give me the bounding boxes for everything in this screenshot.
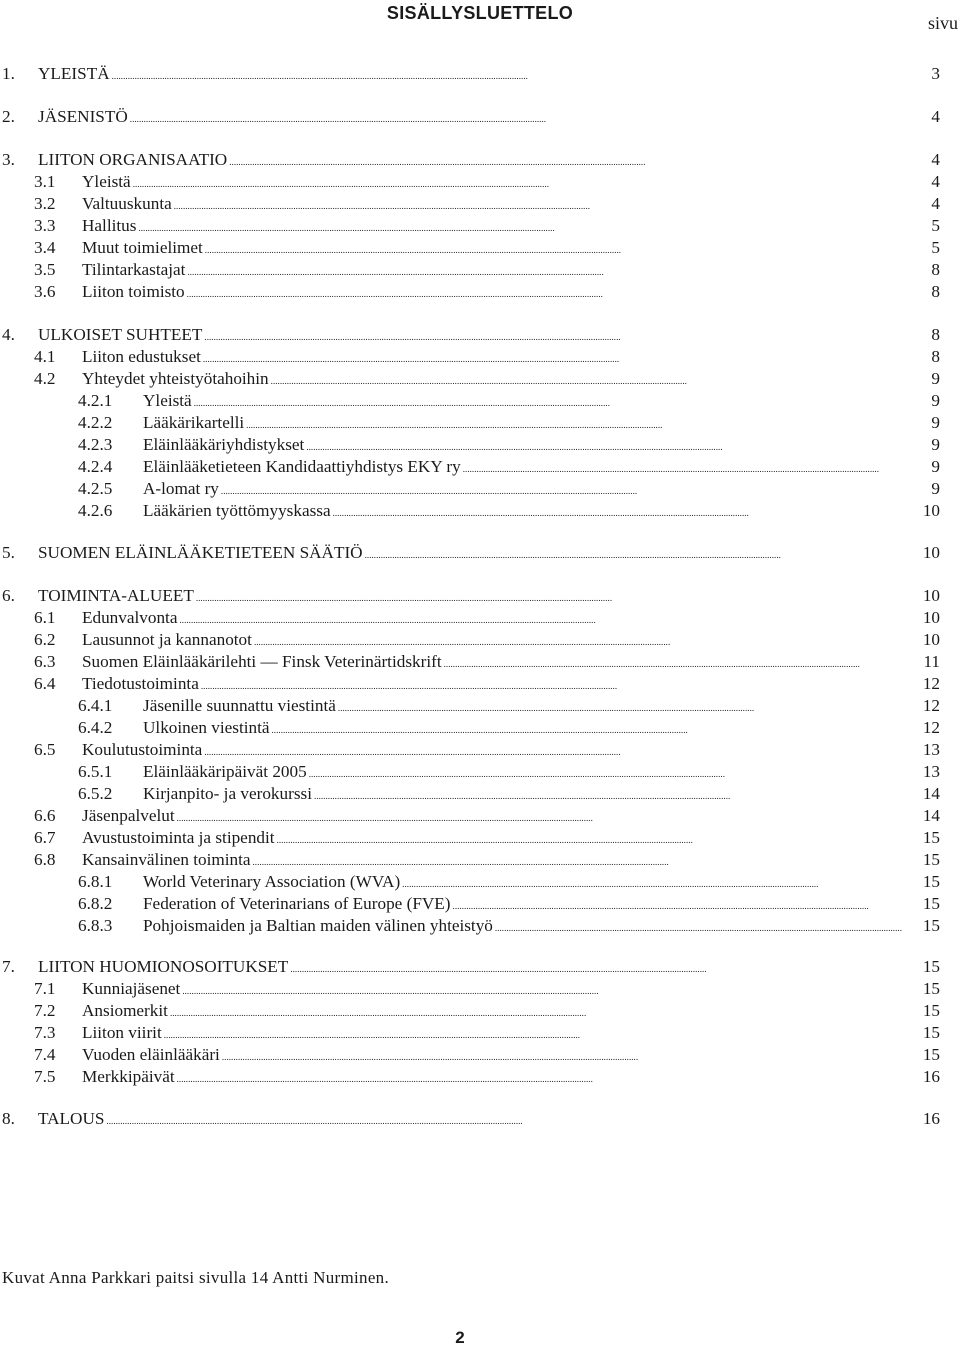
- toc-entry-page: 8: [931, 325, 940, 344]
- dot-leader: [204, 324, 902, 346]
- dot-leader: [306, 434, 902, 456]
- dot-leader: [112, 63, 902, 85]
- toc-entry: [78, 500, 940, 522]
- dot-leader: [402, 871, 902, 893]
- toc-entry-number: 3.1: [34, 172, 56, 191]
- dot-leader: [229, 149, 902, 171]
- dot-leader: [164, 1022, 902, 1044]
- toc-entry-page: 9: [931, 391, 940, 410]
- toc-entry-number: 6.2: [34, 630, 56, 649]
- toc-entry-page: 15: [922, 850, 940, 869]
- toc-entry: [34, 237, 940, 259]
- toc-entry: [34, 827, 940, 849]
- dot-leader: [201, 673, 902, 695]
- toc-entry-number: 6.5.2: [78, 784, 113, 803]
- toc-entry-number: 4.2.2: [78, 413, 113, 432]
- dot-leader: [290, 956, 902, 978]
- toc-entry: [34, 281, 940, 303]
- toc-entry: [78, 412, 940, 434]
- toc-entry: [34, 651, 940, 673]
- toc-entry-number: 7.: [2, 957, 15, 976]
- toc-entry-number: 6.4.2: [78, 718, 113, 737]
- toc-entry-page: 4: [931, 172, 940, 191]
- toc-entry-label: Yleistä: [82, 172, 131, 191]
- toc-entry: [34, 171, 940, 193]
- toc-entry-label: Eläinlääketieteen Kandidaattiyhdistys EKY ry: [143, 457, 461, 476]
- toc-entry: [34, 1000, 940, 1022]
- dot-leader: [272, 717, 903, 739]
- dot-leader: [453, 893, 902, 915]
- toc-entry: [34, 739, 940, 761]
- toc-entry-label: Ansiomerkit: [82, 1001, 168, 1020]
- dot-leader: [196, 585, 902, 607]
- dot-leader: [277, 827, 902, 849]
- toc-entry-page: 9: [931, 457, 940, 476]
- toc-entry: [2, 585, 940, 607]
- toc-entry: [34, 1066, 940, 1088]
- toc-entry-label: Avustustoiminta ja stipendit: [82, 828, 275, 847]
- toc-entry: [78, 695, 940, 717]
- toc-entry-number: 7.3: [34, 1023, 56, 1042]
- toc-entry-number: 6.5: [34, 740, 56, 759]
- toc-entry-page: 9: [931, 435, 940, 454]
- toc-entry-number: 4.2: [34, 369, 56, 388]
- toc-entry-label: Suomen Eläinlääkärilehti — Finsk Veterinärtidskrift: [82, 652, 442, 671]
- toc-entry-page: 13: [922, 762, 940, 781]
- page-title: SISÄLLYSLUETTELO: [386, 3, 574, 23]
- toc-entry-page: 10: [922, 586, 940, 605]
- toc-entry: [78, 456, 940, 478]
- toc-entry-number: 6.5.1: [78, 762, 113, 781]
- toc-entry-number: 3.2: [34, 194, 56, 213]
- toc-entry: [2, 324, 940, 346]
- toc-entry: [34, 978, 940, 1000]
- page-column-header: sivu: [927, 13, 958, 33]
- dot-leader: [254, 629, 902, 651]
- toc-entry-page: 15: [922, 957, 940, 976]
- toc-entry-label: Kunniajäsenet: [82, 979, 181, 998]
- toc-entry-number: 8.: [2, 1109, 15, 1128]
- toc-entry-number: 4.2.5: [78, 479, 113, 498]
- toc-entry: [34, 346, 940, 368]
- toc-entry-label: ULKOISET SUHTEET: [38, 325, 203, 344]
- toc-entry-page: 9: [931, 413, 940, 432]
- dot-leader: [138, 215, 902, 237]
- toc-entry-label: Federation of Veterinarians of Europe (FVE): [143, 894, 451, 913]
- photo-credits: Kuvat Anna Parkkari paitsi sivulla 14 Antti Nurminen.: [2, 1268, 390, 1287]
- dot-leader: [106, 1108, 902, 1130]
- toc-entry-number: 6.4.1: [78, 696, 113, 715]
- toc-entry-number: 4.: [2, 325, 15, 344]
- toc-entry-label: LIITON HUOMIONOSOITUKSET: [38, 957, 289, 976]
- toc-entry-page: 15: [922, 979, 940, 998]
- dot-leader: [444, 651, 902, 673]
- toc-entry-page: 12: [922, 674, 940, 693]
- toc-entry: [34, 805, 940, 827]
- toc-entry-label: Liiton viirit: [82, 1023, 162, 1042]
- toc-entry-number: 7.5: [34, 1067, 56, 1086]
- dot-leader: [182, 978, 902, 1000]
- dot-leader: [271, 368, 902, 390]
- toc-entry-number: 4.2.6: [78, 501, 113, 520]
- toc-entry-number: 3.3: [34, 216, 56, 235]
- toc-entry-label: Kirjanpito- ja verokurssi: [143, 784, 312, 803]
- toc-entry-page: 4: [931, 194, 940, 213]
- toc-entry-label: Hallitus: [82, 216, 137, 235]
- dot-leader: [130, 106, 902, 128]
- toc-entry-page: 15: [922, 916, 940, 935]
- toc-entry-page: 3: [931, 64, 940, 83]
- toc-entry-number: 7.1: [34, 979, 56, 998]
- toc-entry: [34, 1044, 940, 1066]
- toc-entry-page: 14: [922, 784, 940, 803]
- toc-entry-label: Tilintarkastajat: [82, 260, 186, 279]
- toc-entry-label: Lääkärien työttömyyskassa: [143, 501, 331, 520]
- toc-entry: [34, 1022, 940, 1044]
- toc-entry-page: 12: [922, 718, 940, 737]
- toc-entry: [2, 1108, 940, 1130]
- toc-entry-number: 3.: [2, 150, 15, 169]
- toc-entry-label: YLEISTÄ: [38, 64, 110, 83]
- page-number: 2: [455, 1328, 465, 1347]
- toc-entry-page: 8: [931, 282, 940, 301]
- toc-entry: [34, 629, 940, 651]
- dot-leader: [170, 1000, 902, 1022]
- dot-leader: [365, 542, 902, 564]
- toc-entry-label: Liiton edustukset: [82, 347, 201, 366]
- toc-entry-number: 6.8.1: [78, 872, 113, 891]
- toc-entry-number: 7.2: [34, 1001, 56, 1020]
- toc-entry: [78, 893, 940, 915]
- toc-entry-number: 7.4: [34, 1045, 56, 1064]
- toc-entry-label: Tiedotustoiminta: [82, 674, 199, 693]
- toc-entry-number: 6.6: [34, 806, 56, 825]
- toc-entry-label: SUOMEN ELÄINLÄÄKETIETEEN SÄÄTIÖ: [38, 543, 363, 562]
- toc-entry-page: 9: [931, 479, 940, 498]
- toc-entry-label: JÄSENISTÖ: [38, 107, 128, 126]
- toc-entry: [2, 542, 940, 564]
- toc-entry: [78, 871, 940, 893]
- toc-entry-label: Jäsenille suunnattu viestintä: [143, 696, 336, 715]
- toc-entry: [78, 915, 940, 937]
- toc-entry-number: 1.: [2, 64, 15, 83]
- dot-leader: [203, 346, 902, 368]
- toc-entry-page: 11: [923, 652, 940, 671]
- dot-leader: [177, 805, 902, 827]
- toc-entry-number: 3.5: [34, 260, 56, 279]
- toc-entry: [78, 783, 940, 805]
- toc-entry-page: 15: [922, 1001, 940, 1020]
- toc-entry-page: 10: [922, 608, 940, 627]
- toc-entry-label: Muut toimielimet: [82, 238, 203, 257]
- toc-entry-page: 13: [922, 740, 940, 759]
- toc-entry-page: 8: [931, 260, 940, 279]
- toc-entry-label: World Veterinary Association (WVA): [143, 872, 401, 891]
- toc-entry: [34, 368, 940, 390]
- toc-entry-page: 15: [922, 1045, 940, 1064]
- toc-entry-page: 16: [922, 1109, 940, 1128]
- toc-entry-label: Merkkipäivät: [82, 1067, 175, 1086]
- toc-entry-label: Eläinlääkäriyhdistykset: [143, 435, 305, 454]
- dot-leader: [205, 237, 902, 259]
- dot-leader: [222, 1044, 902, 1066]
- dot-leader: [314, 783, 902, 805]
- dot-leader: [495, 915, 902, 937]
- toc-entry-label: Pohjoismaiden ja Baltian maiden välinen yhteistyö: [143, 916, 493, 935]
- dot-leader: [333, 500, 902, 522]
- toc-entry-page: 4: [931, 150, 940, 169]
- toc-entry: [78, 478, 940, 500]
- toc-entry-label: Valtuuskunta: [82, 194, 172, 213]
- toc-entry-label: Eläinlääkäripäivät 2005: [143, 762, 307, 781]
- dot-leader: [174, 193, 902, 215]
- toc-entry: [34, 849, 940, 871]
- dot-leader: [309, 761, 902, 783]
- toc-entry: [34, 193, 940, 215]
- dot-leader: [246, 412, 902, 434]
- toc-entry: [34, 607, 940, 629]
- toc-entry: [34, 215, 940, 237]
- toc-entry-label: LIITON ORGANISAATIO: [38, 150, 228, 169]
- toc-entry-number: 4.2.1: [78, 391, 113, 410]
- dot-leader: [463, 456, 902, 478]
- toc-entry-number: 6.1: [34, 608, 56, 627]
- toc-entry-label: Liiton toimisto: [82, 282, 185, 301]
- toc-entry-label: Edunvalvonta: [82, 608, 178, 627]
- toc-entry-label: Yhteydet yhteistyötahoihin: [82, 369, 269, 388]
- toc-entry-page: 15: [922, 828, 940, 847]
- dot-leader: [194, 390, 902, 412]
- toc-entry-label: Ulkoinen viestintä: [143, 718, 270, 737]
- toc-entry-page: 15: [922, 1023, 940, 1042]
- toc-entry-number: 6.8: [34, 850, 56, 869]
- toc-entry-label: Kansainvälinen toiminta: [82, 850, 251, 869]
- toc-entry-number: 4.1: [34, 347, 56, 366]
- toc-entry: [34, 259, 940, 281]
- toc-entry-number: 5.: [2, 543, 15, 562]
- toc-entry: [2, 63, 940, 85]
- toc-entry-page: 5: [931, 238, 940, 257]
- toc-entry: [2, 149, 940, 171]
- toc-entry-label: Lausunnot ja kannanotot: [82, 630, 252, 649]
- dot-leader: [179, 607, 902, 629]
- toc-entry-number: 6.3: [34, 652, 56, 671]
- dot-leader: [253, 849, 903, 871]
- toc-entry-page: 10: [922, 543, 940, 562]
- toc-entry-page: 16: [922, 1067, 940, 1086]
- toc-entry-number: 6.4: [34, 674, 56, 693]
- toc-entry: [78, 761, 940, 783]
- toc-entry-page: 10: [922, 501, 940, 520]
- toc-entry-number: 6.8.2: [78, 894, 113, 913]
- dot-leader: [338, 695, 902, 717]
- dot-leader: [133, 171, 902, 193]
- dot-leader: [187, 281, 902, 303]
- toc-entry: [78, 717, 940, 739]
- toc-entry: [78, 390, 940, 412]
- toc-entry-page: 8: [931, 347, 940, 366]
- toc-entry-label: Yleistä: [143, 391, 192, 410]
- toc-entry-number: 4.2.3: [78, 435, 113, 454]
- dot-leader: [204, 739, 902, 761]
- toc-entry-page: 4: [931, 107, 940, 126]
- toc-entry-label: TALOUS: [38, 1109, 105, 1128]
- toc-entry-number: 3.4: [34, 238, 56, 257]
- toc-entry-label: Koulutustoiminta: [82, 740, 203, 759]
- toc-entry-label: Vuoden eläinlääkäri: [82, 1045, 220, 1064]
- toc-entry-number: 2.: [2, 107, 15, 126]
- toc-entry-label: A-lomat ry: [143, 479, 219, 498]
- toc-entry-page: 14: [922, 806, 940, 825]
- toc-entry-label: TOIMINTA-ALUEET: [38, 586, 194, 605]
- toc-entry-page: 15: [922, 872, 940, 891]
- toc-entry-label: Jäsenpalvelut: [82, 806, 175, 825]
- toc-entry: [34, 673, 940, 695]
- toc-entry-page: 9: [931, 369, 940, 388]
- toc-entry-number: 6.: [2, 586, 15, 605]
- toc-entry-number: 3.6: [34, 282, 56, 301]
- toc-entry-page: 12: [922, 696, 940, 715]
- toc-entry: [78, 434, 940, 456]
- dot-leader: [221, 478, 902, 500]
- toc-entry-number: 6.8.3: [78, 916, 113, 935]
- toc-entry-number: 6.7: [34, 828, 56, 847]
- toc-entry: [2, 106, 940, 128]
- toc-entry-page: 15: [922, 894, 940, 913]
- toc-entry-label: Lääkärikartelli: [143, 413, 245, 432]
- toc-entry: [2, 956, 940, 978]
- dot-leader: [177, 1066, 902, 1088]
- dot-leader: [187, 259, 902, 281]
- toc-entry-page: 5: [931, 216, 940, 235]
- toc-entry-number: 4.2.4: [78, 457, 113, 476]
- toc-entry-page: 10: [922, 630, 940, 649]
